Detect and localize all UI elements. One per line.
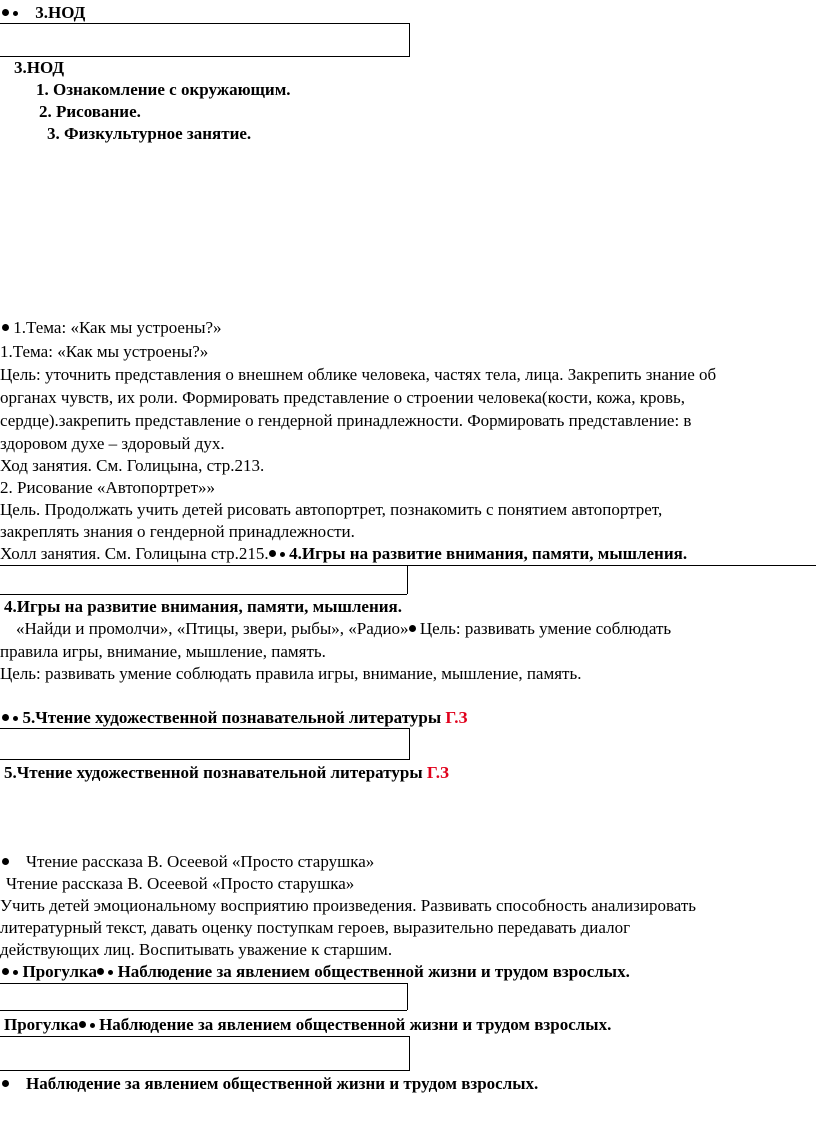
bullet-icon [2,968,9,975]
bullet-theme-1[interactable] [2,317,222,339]
reading-mark: Г.З [426,763,449,782]
bullet-reading-label: 5.Чтение художественной познавательной литературы [22,708,442,727]
games-list: «Найди и промолчи», «Птицы, звери, рыбы», «Радио» [16,619,409,638]
dropdown-box[interactable] [0,1036,410,1071]
bullet-story[interactable] [2,851,374,873]
dropdown-box[interactable] [0,728,410,760]
divider [0,594,407,595]
nod-item-1: 1. Ознакомление с окружающим. [36,80,291,99]
theme-1-title: 1.Тема: «Как мы устроены?» [0,342,209,361]
walk-observation: Наблюдение за явлением общественной жизни и трудом взрослых. [99,1015,612,1034]
games-goal-cont: правила игры, внимание, мышление, память. [0,642,326,661]
dropdown-box[interactable] [0,23,410,57]
bullet-icon [2,324,9,331]
section-title-reading [4,762,449,784]
story-line: литературный текст, давать оценку поступкам героев, выразительно передавать диалог [0,918,631,937]
bullet-icon [2,714,9,721]
divider [0,983,407,984]
bullet-icon [90,1023,95,1028]
divider [0,1010,407,1011]
theme-2-last-line-text: Холл занятия. См. Голицына стр.215. [0,544,269,563]
bullet-icon [280,552,285,557]
games-goal-inline: Цель: развивать умение соблюдать [419,619,672,638]
theme-2-last-line [0,543,687,565]
bullet-icon [2,1080,9,1087]
story-title: Чтение рассказа В. Осеевой «Просто старушка» [6,874,355,893]
theme-2-line: Цель. Продолжать учить детей рисовать автопортрет, познакомить с понятием автопортрет, [0,500,663,519]
theme-1-line: здоровом духе – здоровый дух. [0,434,225,453]
nod-item-3: 3. Физкультурное занятие. [47,124,252,143]
section-title-reading-text: 5.Чтение художественной познавательной литературы [4,763,423,782]
bullet-walk-label: Прогулка [22,962,98,981]
theme-2-title: 2. Рисование «Автопортрет»» [0,478,216,497]
bullet-games-label[interactable]: 4.Игры на развитие внимания, памяти, мышления. [289,544,688,563]
bullet-icon [13,716,18,721]
bullet-reading[interactable] [2,707,467,729]
observation-label: Наблюдение за явлением общественной жизни и трудом взрослых. [26,1074,539,1093]
nod-item-2: 2. Рисование. [39,102,141,121]
bullet-icon [409,625,416,632]
bullet-icon [2,858,9,865]
theme-2-line: закреплять знания о гендерной принадлежности. [0,522,355,541]
bullet-walk[interactable] [2,961,630,983]
bullet-icon [13,970,18,975]
divider [407,983,408,1010]
bullet-icon [13,11,18,16]
bullet-theme-1-label: 1.Тема: «Как мы устроены?» [13,318,222,337]
walk-title-label: Прогулка [4,1015,79,1034]
walk-title [4,1014,611,1036]
section-title-nod: 3.НОД [14,58,65,77]
bullet-nod[interactable] [2,2,85,24]
bullet-nod-label: 3.НОД [35,3,86,22]
divider [407,565,408,594]
theme-1-line: органах чувств, их роли. Формировать представление о строении человека(кости, кожа, кровь, [0,388,686,407]
bullet-icon [79,1021,86,1028]
bullet-observation[interactable] [2,1073,538,1095]
bullet-icon [97,968,104,975]
divider [0,565,816,566]
bullet-story-label: Чтение рассказа В. Осеевой «Просто старушка» [26,852,375,871]
story-line: Учить детей эмоциональному восприятию произведения. Развивать способность анализировать [0,896,697,915]
theme-1-line: Ход занятия. См. Голицына, стр.213. [0,456,265,475]
games-goal-full: Цель: развивать умение соблюдать правила игры, внимание, мышление, память. [0,664,582,683]
reading-mark: Г.З [445,708,468,727]
bullet-observation-label: Наблюдение за явлением общественной жизни и трудом взрослых. [117,962,630,981]
games-line [16,618,671,640]
bullet-icon [108,970,113,975]
theme-1-line: сердце).закрепить представление о гендерной принадлежности. Формировать представление: в [0,411,692,430]
theme-1-line: Цель: уточнить представления о внешнем облике человека, частях тела, лица. Закрепить знание об [0,365,717,384]
bullet-icon [269,550,276,557]
story-line: действующих лиц. Воспитывать уважение к старшим. [0,940,393,959]
section-title-games: 4.Игры на развитие внимания, памяти, мышления. [4,597,402,616]
bullet-icon [2,9,9,16]
